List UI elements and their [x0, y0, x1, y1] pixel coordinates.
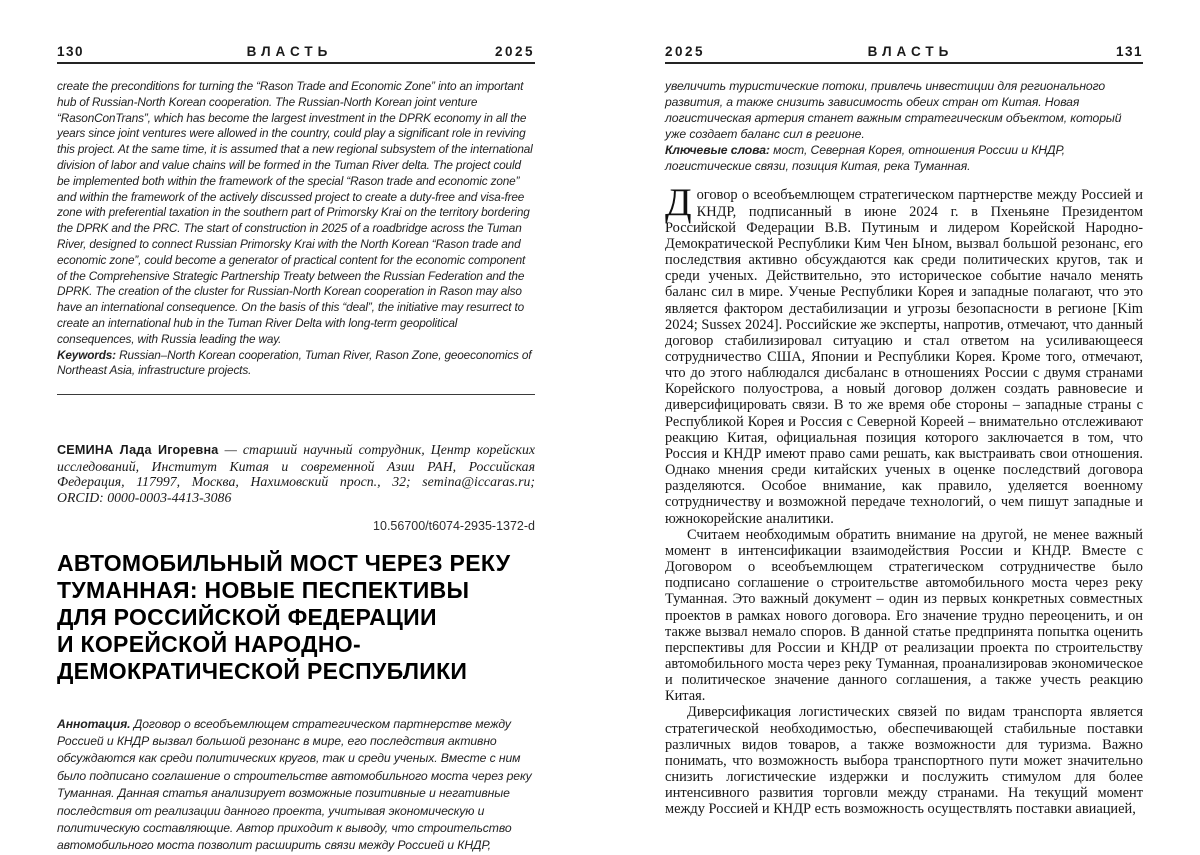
keywords-text-ru: мост, Северная Корея, отношения России и КНДР, логистические связи, позиция Китая, река Туманная. — [665, 142, 1065, 173]
annotation-continuation — [665, 79, 1143, 174]
page-number-left: 130 — [57, 44, 85, 59]
running-head-right — [665, 44, 1143, 64]
body-paragraph-3: Диверсификация логистических связей по видам транспорта является стратегической необходимостью, обеспечивающей стабильные поставки различных видов товаров, а также возможности для туризма. Важно понимать, что возможность выбора транспортного пути может значительно снизить логистические издержки и послужить стимулом для более интенсивного развития торговли между странами. На текущий момент между Россией и КНДР есть возможность осуществлять поставки авиацией, — [665, 704, 1143, 818]
annotation-label: Аннотация. — [57, 716, 131, 731]
article-title-line: И КОРЕЙСКОЙ НАРОДНО- — [57, 630, 361, 657]
keywords-text-en: Russian–North Korean cooperation, Tuman River, Rason Zone, geoeconomics of Northeast Asia, infrastructure projects. — [57, 347, 532, 378]
keywords-label-en: Keywords: — [57, 347, 116, 362]
doi: 10.56700/t6074-2935-1372-d — [373, 518, 535, 533]
article-title-line: ДЕМОКРАТИЧЕСКОЙ РЕСПУБЛИКИ — [57, 657, 468, 684]
article-title-line: ДЛЯ РОССИЙСКОЙ ФЕДЕРАЦИИ — [57, 603, 437, 630]
author-affiliation: — старший научный сотрудник, Центр корейских исследований, Институт Китая и современной Азии РАН, Российская Федерация, 117997, Москва, Нахимовский просп., 32; semina@iccaras.ru; ORCID: 0000-0003-4413-3086 — [57, 442, 535, 505]
body-paragraph-2: Считаем необходимым обратить внимание на другой, не менее важный момент в интенсификации взаимодействия России и КНДР. Вместе с Договором о всеобъемлющем стратегическом сотрудничестве было подписано соглашение о строительстве автомобильного моста через реку Туманная. Это важный документ – один из первых конкретных совместных проектов в рамках нового договора. Его значение трудно переоценить, и он также вызвал немало споров. В данной статье предпринята попытка оценить перспективы для России и КНДР от реализации проекта по строительству автомобильного моста через реку Туманная, проанализировав экономическое и политическое значение данного соглашения, а также учесть реакцию Китая. — [665, 526, 1143, 705]
annotation-continuation-text: увеличить туристические потоки, привлечь инвестиции для регионального развития, а также снизить зависимость обеих стран от Китая. Новая логистическая артерия станет важным стратегическим объектом, который уже создает баланс сил в регионе. — [665, 79, 1122, 141]
body-paragraph-1 — [665, 181, 1143, 527]
section-divider — [57, 394, 535, 395]
annotation-text: Договор о всеобъемлющем стратегическом партнерстве между Россией и КНДР вызвал большой резонанс в мире, его последствия активно обсуждаются как среди политических кругов, так и среди ученых. Вместе с ним было подписано соглашение о строительстве автомобильного моста через реку Туманная. Данная статья анализирует возможные позитивные и негативные последствия от реализации данного проекта, учитывая экономическую и политическую составляющие. Автор приходит к выводу, что строительство автомобильного моста позволит расширить связи между Россией и КНДР, — [57, 716, 532, 853]
article-title-line: АВТОМОБИЛЬНЫЙ МОСТ ЧЕРЕЗ РЕКУ — [57, 549, 511, 576]
journal-year: 2025 — [494, 44, 535, 59]
article-title — [57, 550, 535, 685]
journal-year: 2025 — [665, 44, 706, 59]
keywords-label-ru: Ключевые слова: — [665, 142, 770, 157]
running-head-left — [57, 44, 535, 64]
journal-masthead: ВЛАСТЬ — [246, 44, 333, 59]
page-left-130 — [57, 0, 535, 852]
article-title-line: ТУМАННАЯ: НОВЫЕ ПЕСПЕКТИВЫ — [57, 576, 470, 603]
english-abstract — [57, 79, 535, 379]
drop-cap: Д — [665, 181, 692, 225]
russian-annotation — [57, 716, 535, 855]
body-paragraph-1-text: оговор о всеобъемлющем стратегическом партнерстве между Россией и КНДР, подписанный в июне 2024 г. в Пхеньяне Президентом Российской Федерации В.В. Путиным и лидером Корейской Народно-Демократической Республики Ким Чен Ыном, вызвал большой резонанс, его последствия активно обсуждаются как среди политических кругов, так и среди ученых. Действительно, это историческое событие начало менять баланс сил в мире. Ученые Республики Корея и западные полагают, что это является фактором дестабилизации и угрозы безопасности в регионе [Kim 2024; Sussex 2024]. Российские же эксперты, напротив, отмечают, что данный договор стабилизировал ситуацию и стал ответом на усиливающееся сотрудничество США, Японии и Республики Корея. Кроме того, отмечают, что до этого наблюдался дисбаланс в отношениях России с двумя странами Корейского полуострова, а новый договор должен создать равновесие и диверсифицировать связи. В то же время обе стороны – западные страны с Республикой Корея и Россия с Северной Кореей – внимательно отслеживают реакцию Китая, официальная позиция которого заключается в том, что Россия и КНДР имеют право сами решать, как выстраивать свои отношения. Однако мнения среди китайских ученых в оценке последствий договора разделяются. Особое внимание, как правило, уделяется военному сотрудничеству и возможной передаче технологий, о чем пишут западные и южнокорейские аналитики. — [665, 187, 1143, 527]
page-right-131 — [665, 0, 1143, 852]
author-block — [57, 442, 535, 505]
journal-masthead: ВЛАСТЬ — [867, 44, 954, 59]
page-number-right: 131 — [1115, 44, 1143, 59]
author-name: СЕМИНА Лада Игоревна — [57, 443, 219, 458]
article-body — [665, 181, 1143, 818]
english-abstract-text: create the preconditions for turning the “Rason Trade and Economic Zone” into an important hub of Russian-North Korean cooperation. The Russian-North Korean joint venture “RasonConTrans”, which has become the largest investment in the DPRK economy in all the years since joint ventures were allowed in the country, could play a significant role in reviving this project. At the same time, it is assumed that a new regional subsystem of the international division of labor and value chains will be formed in the Tuman River delta. The project could be implemented both within the framework of the special “Rason trade and economic zone” and within the framework of the actively discussed project to create a duty-free and visa-free zone with preferential taxation in the southern part of Primorsky Krai on the territory bordering the DPRK and the PRC. The start of construction in 2025 of a roadbridge across the Tuman River, designed to connect Russian Primorsky Krai with the North Korean “Rason trade and economic zone”, could become a generator of practical content for the economic component of the Comprehensive Strategic Partnership Treaty between the Russian Federation and the DPRK. The creation of the cluster for Russian-North Korean cooperation in Rason may also have an international consequence. On the basis of this “deal”, the initiative may resurrect to create an international hub in the Tuman River Delta with long-term geopolitical consequences, with Russia leading the way. — [57, 79, 533, 346]
